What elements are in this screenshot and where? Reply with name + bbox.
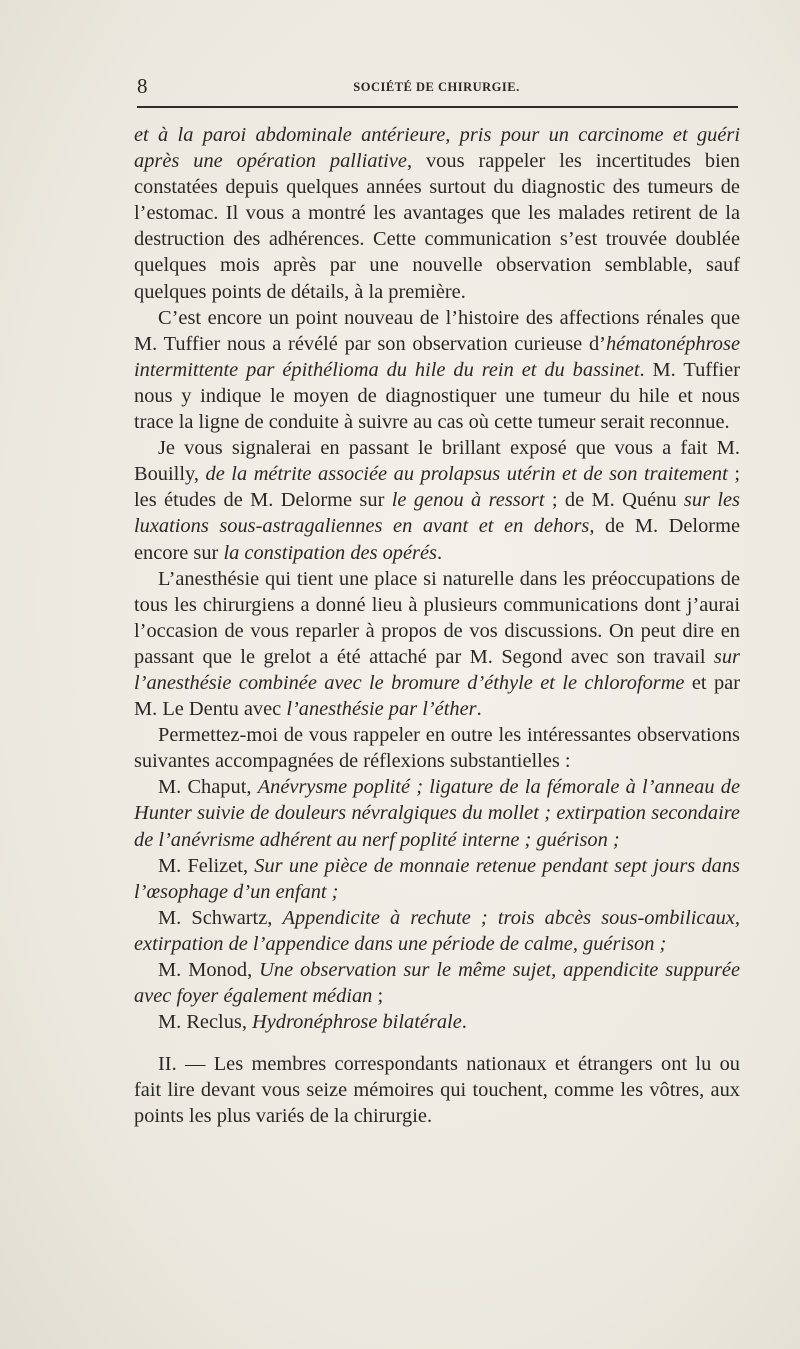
italic-text: le genou à ressort bbox=[391, 489, 545, 512]
observation-schwartz bbox=[134, 905, 740, 957]
text-run: L’anesthésie qui tient une place si naturelle dans les préoccupations de tous les chirurgiens a donné lieu à plusieurs communications dont j’aurai l’occasion de vous reparler à propos de vos discussions. On peut dire en passant que le grelot a été attaché par M. Segond avec son travail bbox=[134, 567, 740, 668]
text-run: ; bbox=[372, 985, 384, 1008]
header-rule bbox=[137, 106, 738, 108]
italic-text: Sur une pièce de monnaie retenue pendant sept jours dans l’œsophage d’un enfant ; bbox=[134, 854, 740, 903]
paragraph-4 bbox=[134, 566, 740, 723]
italic-text: Appendicite à rechute ; trois abcès sous-ombilicaux, extirpation de l’appendice dans une période de calme, guérison ; bbox=[134, 906, 740, 955]
text-run: M. Chaput, bbox=[158, 776, 258, 799]
running-head: SOCIÉTÉ DE CHIRURGIE. bbox=[353, 80, 520, 94]
text-run: M. Schwartz, bbox=[158, 906, 283, 929]
text-run: , de M. Delorme encore sur bbox=[134, 515, 740, 564]
paragraph-2 bbox=[134, 305, 740, 435]
text-run: M. Felizet, bbox=[158, 854, 255, 877]
text-run: Je vous signalerai en passant le brillant exposé que vous a fait M. Bouilly, bbox=[134, 437, 740, 486]
observation-felizet bbox=[134, 853, 740, 905]
text-run: , vous rappeler les incertitudes bien constatées depuis quelques années surtout du diagnostic des tumeurs de l’estomac. Il vous a montré les avantages que les malades retirent de la destruction des adhérences. Cette communication s’est trouvée doublée quelques mois après par une nouvelle observation semblable, sauf quelques points de détails, à la première. bbox=[134, 150, 740, 303]
text-run: II. — Les membres correspondants nationaux et étrangers ont lu ou fait lire devant vous seize mémoires qui touchent, comme les vôtres, aux points les plus variés de la chirurgie. bbox=[134, 1053, 740, 1128]
paragraph-1 bbox=[134, 122, 740, 305]
text-run: Permettez-moi de vous rappeler en outre les intéressantes observations suivantes accompagnées de réflexions substantielles : bbox=[134, 724, 740, 773]
text-run: . bbox=[461, 1011, 467, 1034]
body-text bbox=[134, 122, 740, 1130]
text-run: . bbox=[436, 541, 443, 564]
italic-text: Une observation sur le même sujet, appendicite suppurée avec foyer également médian bbox=[134, 959, 740, 1008]
text-run: . M. Tuffier nous y indique le moyen de diagnostiquer une tumeur du hile et nous trace la ligne de conduite à suivre au cas où cette tumeur serait reconnue. bbox=[134, 358, 740, 434]
text-run: M. Reclus, bbox=[158, 1011, 253, 1034]
text-run: . bbox=[476, 698, 482, 721]
text-run: ; de M. Quénu bbox=[544, 489, 684, 512]
italic-text: hématonéphrose intermittente par épithélioma du hile du rein et du bassinet bbox=[134, 332, 740, 381]
italic-text: et à la paroi abdominale antérieure, pris pour un carcinome et guéri après une opération palliative bbox=[134, 124, 740, 173]
text-run: et par M. Le Dentu avec bbox=[134, 671, 740, 721]
section-ii-paragraph bbox=[134, 1051, 740, 1129]
italic-text: Hydronéphrose bilatérale bbox=[252, 1011, 462, 1034]
page-number: 8 bbox=[137, 74, 148, 98]
text-run: C’est encore un point nouveau de l’histoire des affections rénales que M. Tuffier nous a révélé par son observation curieuse d’ bbox=[134, 306, 740, 355]
text-run: ; les études de M. Delorme sur bbox=[134, 463, 740, 512]
italic-text: de la métrite associée au prolapsus utérin et de son traitement bbox=[205, 463, 728, 486]
observation-monod bbox=[134, 957, 740, 1009]
observation-chaput bbox=[134, 774, 740, 852]
text-run: M. Monod, bbox=[158, 959, 260, 981]
paragraph-3 bbox=[134, 435, 740, 565]
paragraph-5 bbox=[134, 722, 740, 774]
italic-text: l’anesthésie par l’éther bbox=[286, 698, 477, 721]
italic-text: sur les luxations sous-astragaliennes en avant et en dehors bbox=[134, 489, 740, 538]
observation-reclus bbox=[134, 1009, 740, 1035]
italic-text: Anévrysme poplité ; ligature de la fémorale à l’anneau de Hunter suivie de douleurs névralgiques du mollet ; extirpation secondaire de l’anévrisme adhérent au nerf poplité interne ; guérison ; bbox=[134, 776, 740, 851]
italic-text: sur l’anesthésie combinée avec le bromure d’éthyle et le chloroforme bbox=[134, 645, 740, 694]
page-header bbox=[135, 74, 738, 98]
italic-text: la constipation des opérés bbox=[223, 541, 437, 564]
